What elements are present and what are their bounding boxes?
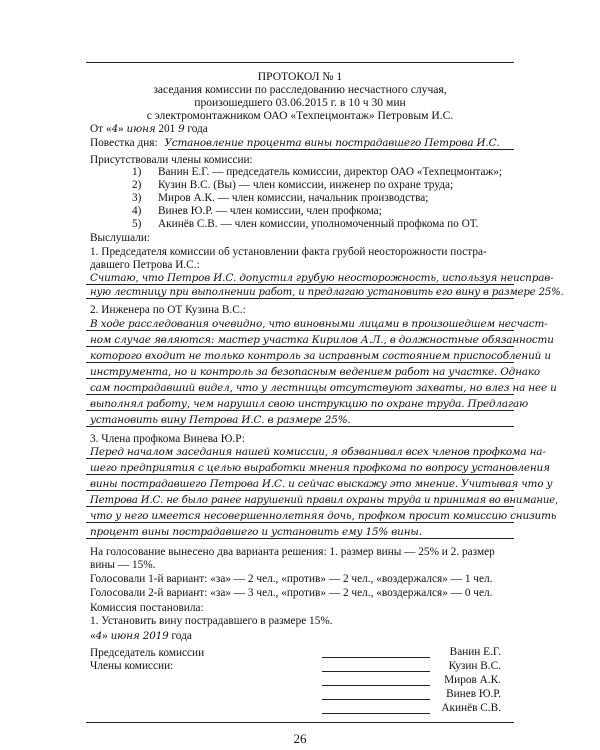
vote-line: вины — 15%.	[90, 559, 156, 571]
answer-underline	[86, 346, 514, 347]
agenda-text: Установление процента вины пострадавшего Петрова И.С.	[164, 137, 500, 149]
handwritten-line: установить вину Петрова И.С. в размере 25%.	[90, 414, 351, 426]
date-day: 4	[111, 123, 119, 135]
vote-line: Голосовали 2-й вариант: «за» — 3 чел., «против» — 2 чел., «воздержался» — 0 чел.	[90, 587, 493, 599]
member-item: 3) Миров А.К. — член комиссии, начальник производства;	[132, 192, 429, 204]
answer-underline	[86, 284, 514, 285]
answer-underline	[86, 330, 514, 331]
answer-underline	[86, 490, 514, 491]
signatory-name: Винев Ю.Р.	[446, 688, 501, 700]
decision-text: 1. Установить вину пострадавшего в размере 15%.	[90, 615, 333, 627]
signatory-name: Миров А.К.	[444, 674, 501, 686]
handwritten-line: Петрова И.С. не было ранее нарушений правил охраны труда и принимая во внимание,	[90, 495, 559, 506]
member-item: 1) Ванин Е.Г. — председатель комиссии, директор ОАО «Техпецмонтаж»;	[132, 166, 503, 178]
date-month: июня	[126, 123, 156, 135]
top-rule	[86, 62, 514, 63]
handwritten-line: процент вины пострадавшего и установить ему 15% вины.	[90, 526, 422, 538]
document-title: ПРОТОКОЛ № 1	[257, 70, 343, 83]
agenda-label: Повестка дня:	[90, 137, 158, 149]
sign-date-year: 2019	[139, 630, 169, 642]
handwritten-line: выполнял работу, чем нарушил свою инструкцию по охране труда. Предлагаю	[90, 398, 529, 410]
agenda-underline	[168, 149, 514, 150]
vote-line: Голосовали 1-й вариант: «за» — 2 чел., «против» — 2 чел., «воздержался» — 1 чел.	[90, 573, 493, 585]
signatory-name: Акинёв С.В.	[441, 702, 501, 714]
sign-date-month: июня	[110, 630, 140, 642]
handwritten-line: шего предприятия с целью выработки мнения профкома по вопросу установления	[90, 462, 550, 474]
member-item: 4) Винев Ю.Р. — член комиссии, член профкома;	[132, 205, 382, 217]
signature-line	[322, 685, 430, 686]
member-item: 2) Кузин В.С. (Вы) — член комиссии, инженер по охране труда;	[132, 179, 454, 191]
vote-line: На голосование вынесено два варианта решения: 1. размер вины — 25% и 2. размер	[90, 546, 495, 558]
signatory-name: Кузин В.С.	[448, 660, 501, 672]
handwritten-line: сам пострадавший видел, что у лестницы отсутствуют захваты, но влез на нее и	[90, 382, 557, 394]
answer-underline	[86, 458, 514, 459]
members-label: Члены комиссии:	[90, 660, 174, 672]
answer-underline	[86, 378, 514, 379]
signatory-name: Ванин Е.Г.	[449, 646, 501, 658]
signature-line	[322, 699, 430, 700]
protocol-date: От «4» июня 201 9 года	[90, 123, 208, 135]
chair-label: Председатель комиссии	[90, 647, 205, 659]
answer-underline	[86, 522, 514, 523]
handwritten-line: что у него имеется несовершеннолетняя дочь, профком просит комиссию снизить	[90, 510, 557, 522]
answer-underline	[86, 538, 514, 539]
present-heading: Присутствовали члены комиссии:	[90, 154, 253, 166]
handwritten-line: ном случае являются: мастер участка Кирилов А.Л., в должностные обязанности	[90, 334, 554, 346]
subtitle-line: с электромонтажником ОАО «Техпецмонтаж» Петровым И.С.	[146, 109, 454, 122]
decision-heading: Комиссия постановила:	[90, 602, 204, 614]
speaker-intro: 2. Инженера по ОТ Кузина В.С.:	[90, 304, 246, 316]
page-number: 26	[293, 731, 307, 746]
sign-date-day: 4	[95, 630, 103, 642]
speaker-intro: 1. Председателя комиссии об установлении факта грубой неосторожности постра-	[90, 246, 487, 258]
answer-underline	[86, 426, 514, 427]
signature-line	[322, 671, 430, 672]
subtitle-line: заседания комиссии по расследованию несчастного случая,	[153, 83, 447, 96]
answer-underline	[86, 394, 514, 395]
date-year-digit: 9	[178, 123, 185, 135]
handwritten-line: ную лестницу при выполнении работ, и предлагаю установить его вину в размере 25%.	[90, 287, 564, 298]
handwritten-line: В ходе расследования очевидно, что виновными лицами в произошедшем несчаст-	[90, 318, 548, 330]
answer-underline	[86, 506, 514, 507]
answer-underline	[86, 362, 514, 363]
handwritten-line: которого входит не только контроль за исправным состоянием приспособлений и	[90, 350, 551, 362]
subtitle-line: произошедшего 03.06.2015 г. в 10 ч 30 мин	[194, 96, 406, 109]
signature-line	[322, 713, 430, 714]
handwritten-line: Считаю, что Петров И.С. допустил грубую неосторожность, используя неисправ-	[90, 272, 554, 284]
speaker-intro: 3. Члена профкома Винева Ю.Р:	[90, 433, 246, 445]
handwritten-line: вины пострадавшего Петрова И.С. и сейчас выскажу это мнение. Учитывая что у	[90, 478, 553, 490]
answer-underline	[86, 410, 514, 411]
member-item: 5) Акинёв С.В. — член комиссии, уполномоченный профкома по ОТ.	[132, 218, 479, 230]
signature-line	[322, 657, 430, 658]
answer-underline	[86, 474, 514, 475]
speakers-heading: Выслушали:	[90, 232, 151, 244]
sign-date: «4» июня 2019 года	[90, 630, 192, 642]
speaker-intro: давшего Петрова И.С.:	[90, 259, 200, 271]
handwritten-line: инструмента, но и контроль за безопасным ведением работ на участке. Однако	[90, 366, 540, 378]
answer-underline	[86, 298, 514, 299]
handwritten-line: Перед началом заседания нашей комиссии, я обзванивал всех членов профкома на-	[90, 446, 546, 458]
bottom-rule	[86, 722, 514, 723]
